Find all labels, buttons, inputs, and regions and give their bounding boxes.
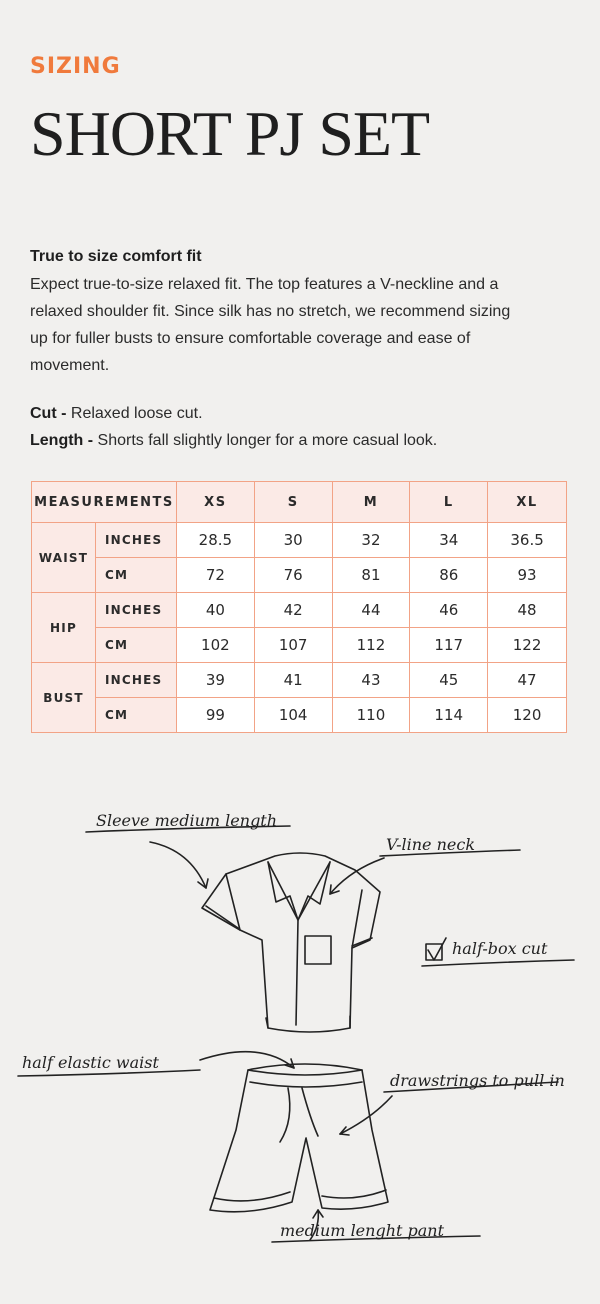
group-label-hip: HIP [32, 593, 96, 663]
table-cell: 93 [488, 558, 567, 593]
note-sleeve: Sleeve medium length [96, 811, 278, 830]
table-cell: 72 [176, 558, 254, 593]
length-label: Length - [30, 432, 94, 449]
shirt-sketch [202, 853, 380, 1032]
table-cell: 32 [332, 523, 410, 558]
note-drawstrings: drawstrings to pull in [390, 1071, 565, 1090]
table-cell: 45 [410, 663, 488, 698]
length-detail [30, 432, 437, 450]
unit-label: INCHES [95, 523, 176, 558]
size-chart-table [31, 481, 567, 733]
measurements-header: MEASUREMENTS [32, 482, 177, 523]
table-cell: 43 [332, 663, 410, 698]
table-cell: 34 [410, 523, 488, 558]
size-header-s: S [254, 482, 332, 523]
section-eyebrow: SIZING [30, 54, 121, 79]
table-cell: 48 [488, 593, 567, 628]
table-cell: 86 [410, 558, 488, 593]
table-cell: 107 [254, 628, 332, 663]
table-cell: 42 [254, 593, 332, 628]
unit-label: CM [95, 628, 176, 663]
table-cell: 47 [488, 663, 567, 698]
table-cell: 117 [410, 628, 488, 663]
table-cell: 30 [254, 523, 332, 558]
table-cell: 44 [332, 593, 410, 628]
table-cell: 39 [176, 663, 254, 698]
table-row [32, 663, 567, 698]
fit-heading: True to size comfort fit [30, 248, 202, 265]
note-boxcut: half-box cut [452, 939, 548, 958]
table-cell: 81 [332, 558, 410, 593]
table-cell: 114 [410, 698, 488, 733]
size-header-m: M [332, 482, 410, 523]
note-neck: V-line neck [386, 835, 476, 854]
fit-description: Expect true-to-size relaxed fit. The top features a V-neckline and a relaxed shoulder fit. Since silk has no stretch, we recommend sizing up for fuller busts to ensure comfortable coverage and ease of movement. [30, 276, 511, 374]
note-pant: medium lenght pant [280, 1221, 445, 1240]
table-cell: 122 [488, 628, 567, 663]
table-cell: 112 [332, 628, 410, 663]
table-row [32, 558, 567, 593]
note-waist: half elastic waist [22, 1053, 159, 1072]
cut-label: Cut - [30, 405, 67, 422]
table-cell: 99 [176, 698, 254, 733]
table-row [32, 698, 567, 733]
length-value: Shorts fall slightly longer for a more casual look. [93, 432, 438, 449]
table-cell: 28.5 [176, 523, 254, 558]
cut-detail [30, 405, 203, 423]
table-cell: 46 [410, 593, 488, 628]
unit-label: CM [95, 698, 176, 733]
table-cell: 102 [176, 628, 254, 663]
table-cell: 104 [254, 698, 332, 733]
size-header-xl: XL [488, 482, 567, 523]
table-row [32, 523, 567, 558]
cut-value: Relaxed loose cut. [66, 405, 203, 422]
table-cell: 120 [488, 698, 567, 733]
unit-label: INCHES [95, 663, 176, 698]
unit-label: INCHES [95, 593, 176, 628]
size-header-l: L [410, 482, 488, 523]
shorts-sketch [210, 1064, 388, 1212]
unit-label: CM [95, 558, 176, 593]
table-cell: 40 [176, 593, 254, 628]
page-title: SHORT PJ SET [30, 98, 430, 169]
table-row [32, 628, 567, 663]
pj-set-illustration [0, 770, 600, 1290]
table-cell: 110 [332, 698, 410, 733]
table-row [32, 593, 567, 628]
table-cell: 36.5 [488, 523, 567, 558]
group-label-bust: BUST [32, 663, 96, 733]
table-cell: 41 [254, 663, 332, 698]
size-header-xs: XS [176, 482, 254, 523]
table-header-row [32, 482, 567, 523]
table-cell: 76 [254, 558, 332, 593]
group-label-waist: WAIST [32, 523, 96, 593]
